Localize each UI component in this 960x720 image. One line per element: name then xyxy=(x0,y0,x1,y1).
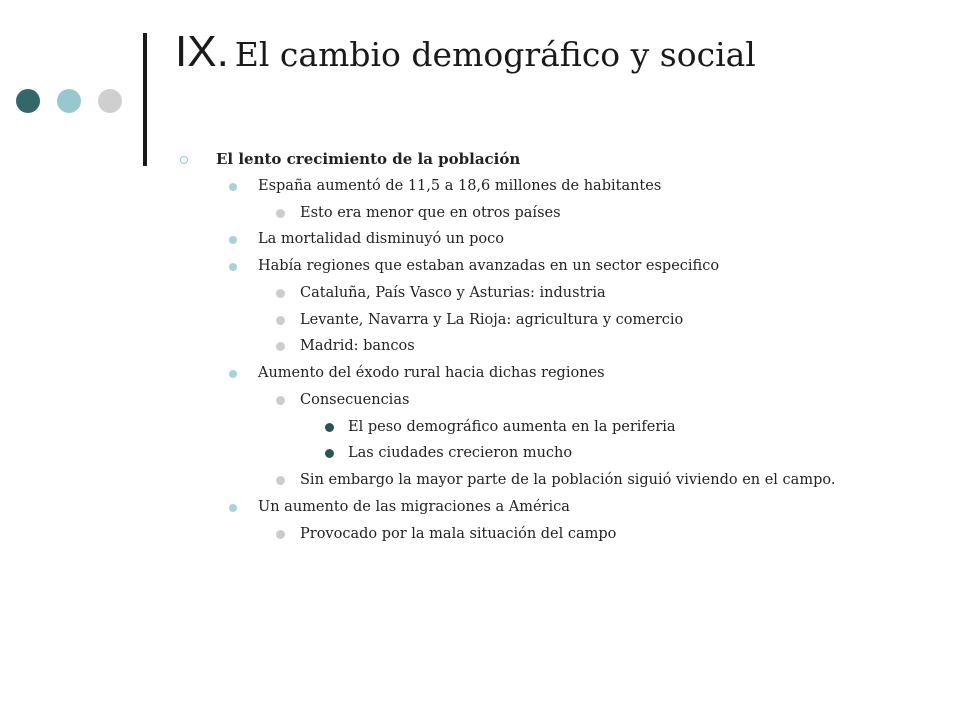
slide-title-text: El cambio demográfico y social xyxy=(234,35,756,74)
outline-item-text: Había regiones que estaban avanzadas en un sector especifico xyxy=(258,258,720,274)
teal-bullet-icon xyxy=(229,183,237,191)
outline-item-text: Las ciudades crecieron mucho xyxy=(348,445,573,461)
outline-item-text: Consecuencias xyxy=(300,392,410,408)
dark-bullet-icon xyxy=(325,449,334,458)
outline-item-text: Provocado por la mala situación del campo xyxy=(300,526,617,542)
dot-gray xyxy=(98,89,122,113)
outline-item-text: Sin embargo la mayor parte de la población siguió viviendo en el campo. xyxy=(300,472,836,488)
outline-item-text: El peso demográfico aumenta en la periferia xyxy=(348,419,676,435)
dot-light-teal xyxy=(57,89,81,113)
gray-bullet-icon xyxy=(276,476,285,485)
decorative-dots xyxy=(16,89,126,113)
outline-item-text: Esto era menor que en otros países xyxy=(300,205,561,221)
outline-item-text: Levante, Navarra y La Rioja: agricultura y comercio xyxy=(300,312,684,328)
dot-dark-teal xyxy=(16,89,40,113)
teal-bullet-icon xyxy=(229,370,237,378)
outline-item-text: Madrid: bancos xyxy=(300,338,415,354)
outline-item-text: España aumentó de 11,5 a 18,6 millones de habitantes xyxy=(258,178,662,194)
gray-bullet-icon xyxy=(276,530,285,539)
gray-bullet-icon xyxy=(276,316,285,325)
title-divider-bar xyxy=(143,33,147,166)
outline-item-text: Cataluña, País Vasco y Asturias: industria xyxy=(300,285,606,301)
gray-bullet-icon xyxy=(276,396,285,405)
outline-item-text: La mortalidad disminuyó un poco xyxy=(258,231,504,247)
gray-bullet-icon xyxy=(276,289,285,298)
teal-bullet-icon xyxy=(229,236,237,244)
teal-bullet-icon xyxy=(229,504,237,512)
dark-bullet-icon xyxy=(325,423,334,432)
gray-bullet-icon xyxy=(276,342,285,351)
slide-title-number: IX. xyxy=(175,27,229,76)
gray-bullet-icon xyxy=(276,209,285,218)
ring-bullet-icon xyxy=(180,156,188,164)
slide-title xyxy=(175,27,756,76)
outline-heading-text: El lento crecimiento de la población xyxy=(216,150,521,168)
outline-item-text: Aumento del éxodo rural hacia dichas regiones xyxy=(258,365,605,381)
teal-bullet-icon xyxy=(229,263,237,271)
outline-item-text: Un aumento de las migraciones a América xyxy=(258,499,570,515)
